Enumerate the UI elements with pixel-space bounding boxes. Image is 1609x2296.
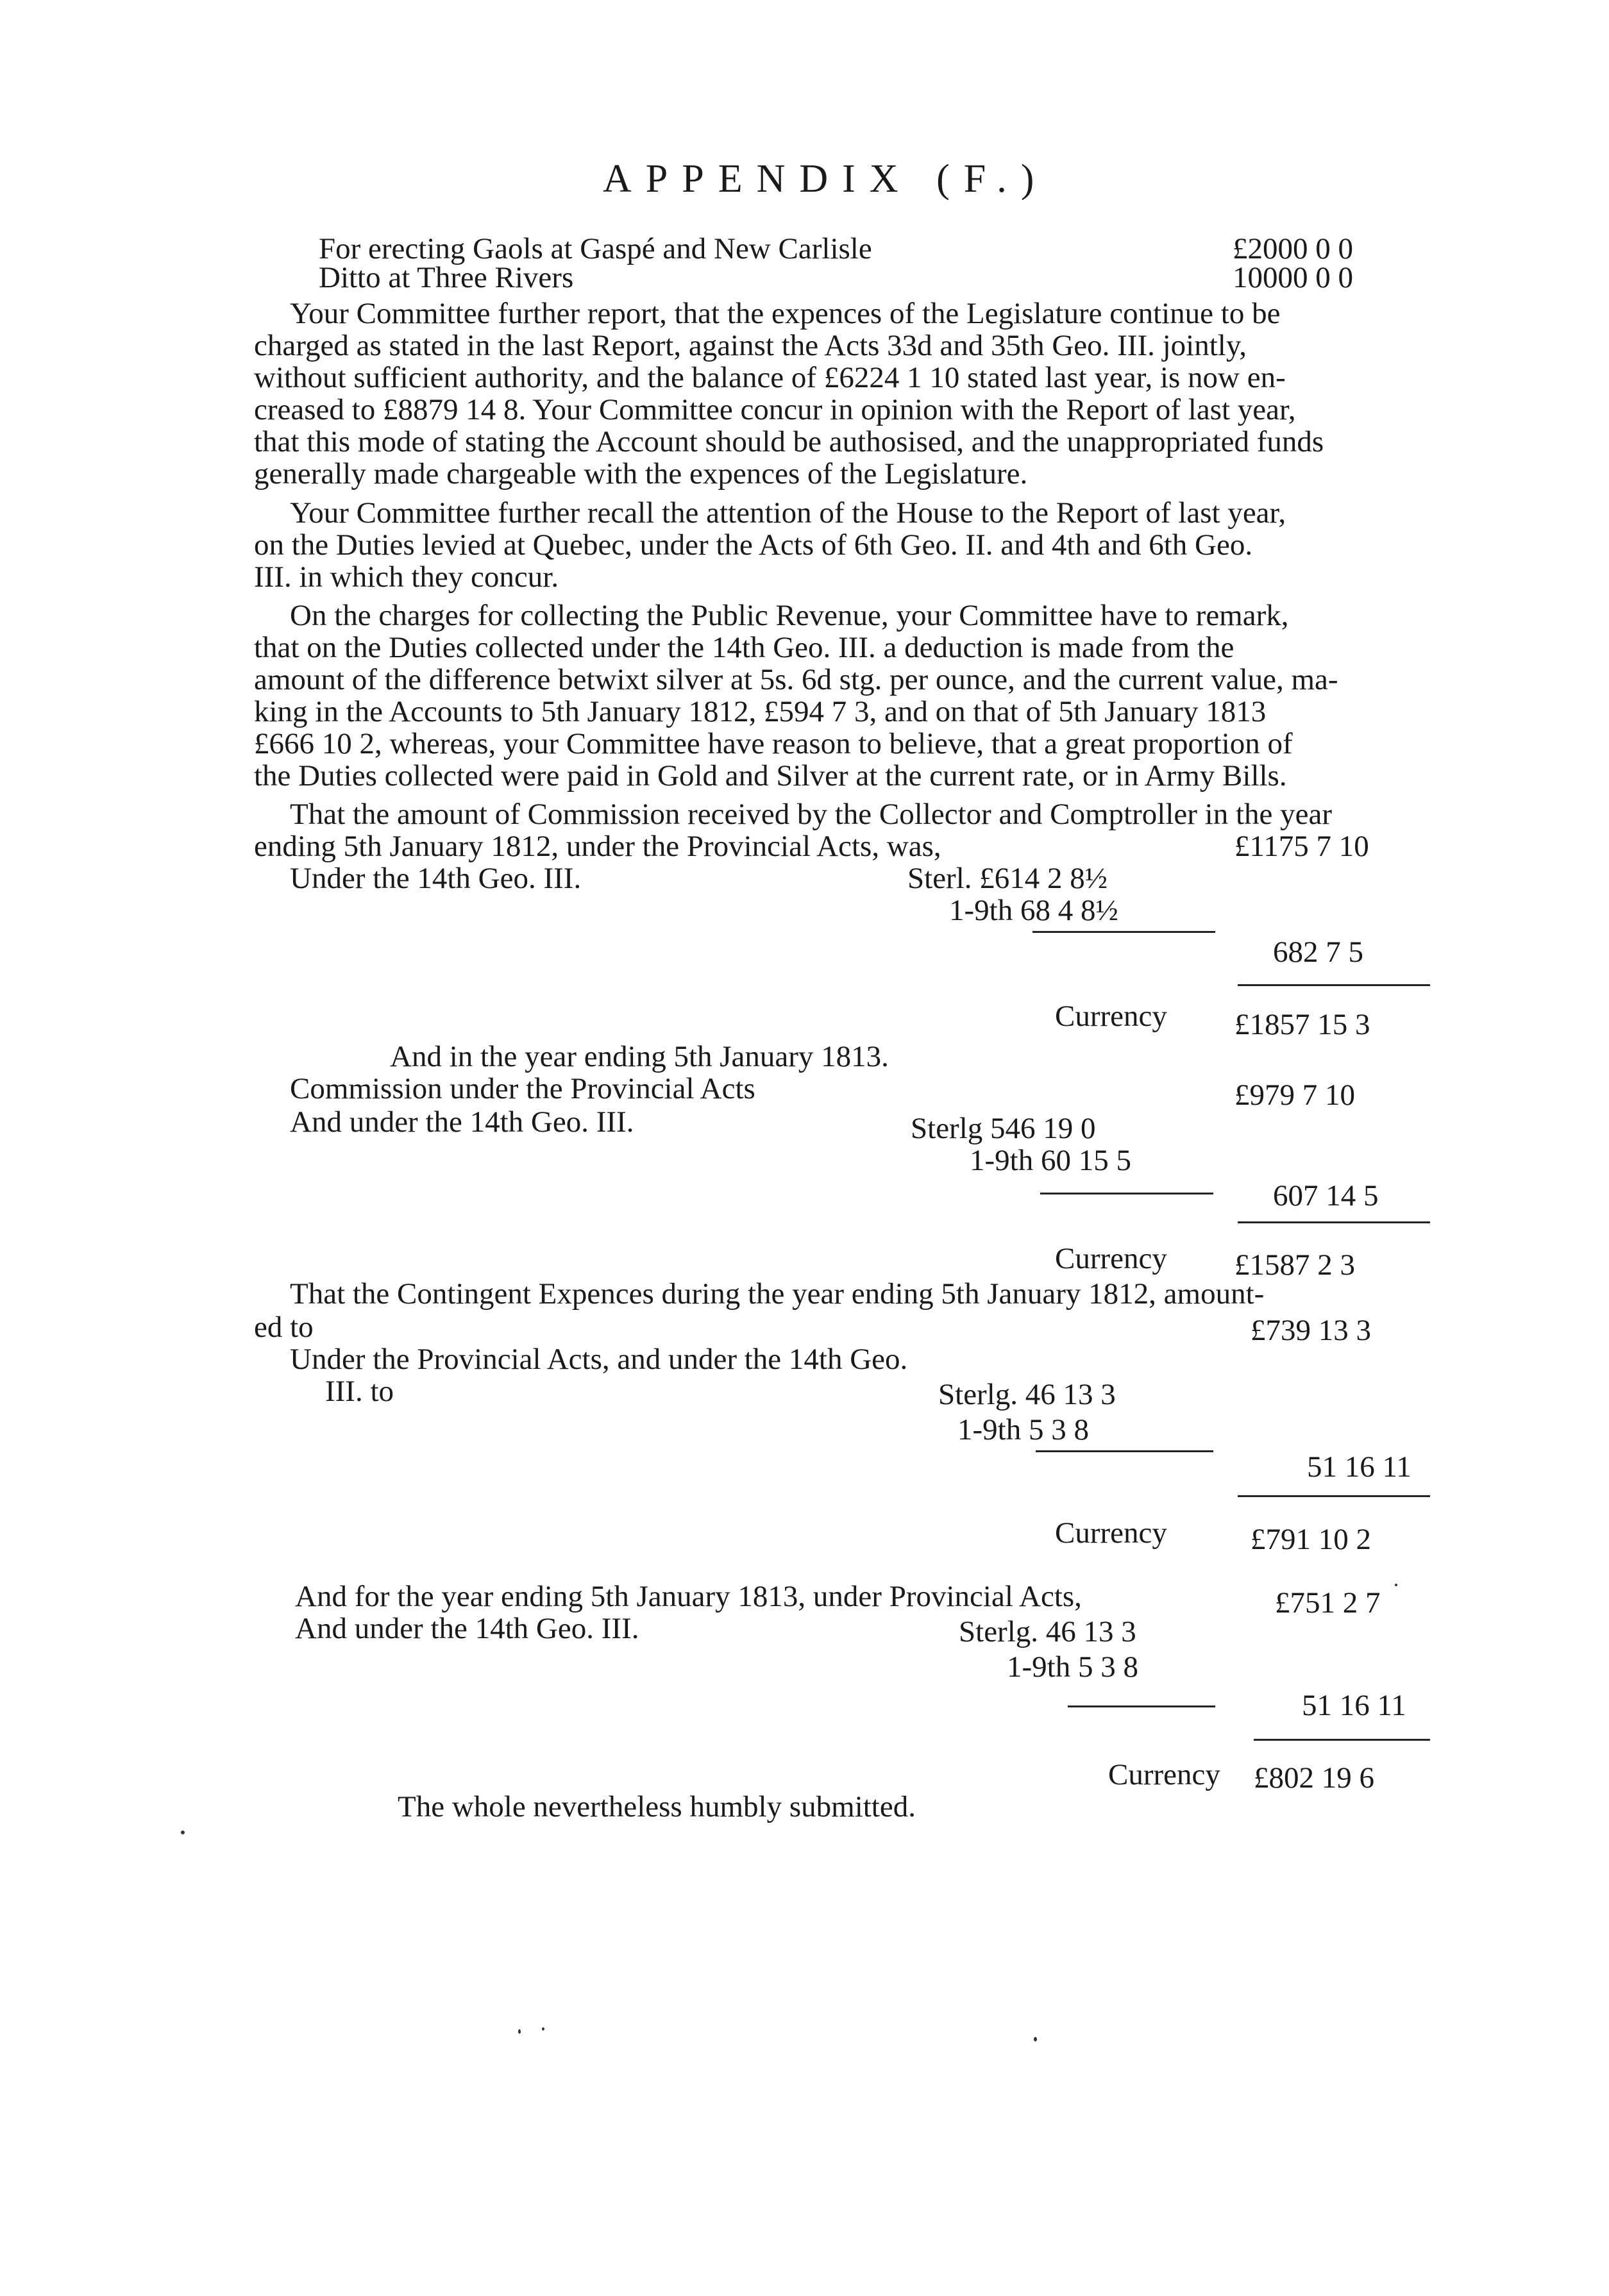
paragraph-line: ending 5th January 1812, under the Provincial Acts, was, bbox=[254, 830, 941, 863]
section-heading-1813: And in the year ending 5th January 1813. bbox=[390, 1040, 889, 1073]
sterling-amount: Sterl. £614 2 8½ bbox=[907, 862, 1108, 895]
page-title: APPENDIX (F.) bbox=[603, 157, 1049, 201]
paragraph-line: That the Contingent Expences during the year ending 5th January 1812, amount- bbox=[290, 1277, 1265, 1311]
currency-label: Currency bbox=[1055, 1242, 1167, 1275]
subtotal-amount: 51 16 11 bbox=[1302, 1689, 1406, 1722]
total-rule bbox=[1254, 1739, 1430, 1741]
account-line-label: Commission under the Provincial Acts bbox=[290, 1072, 755, 1105]
currency-total: £1857 15 3 bbox=[1234, 1008, 1370, 1041]
currency-total: £1587 2 3 bbox=[1234, 1248, 1355, 1282]
total-rule bbox=[1238, 1221, 1430, 1223]
item-three-rivers: Ditto at Three Rivers bbox=[319, 261, 574, 294]
subtotal-rule bbox=[1036, 1450, 1213, 1452]
commission-1812-provincial-amount: £1175 7 10 bbox=[1234, 830, 1369, 863]
account-line-label: And under the 14th Geo. III. bbox=[290, 1105, 634, 1139]
total-rule bbox=[1238, 1495, 1430, 1497]
scan-speck bbox=[542, 2027, 544, 2031]
paragraph-line: king in the Accounts to 5th January 1812, £594 7 3, and on that of 5th January 1813 bbox=[254, 695, 1267, 728]
subtotal-amount: 682 7 5 bbox=[1273, 935, 1363, 969]
paragraph-line: ed to bbox=[254, 1311, 314, 1344]
subtotal-rule bbox=[1040, 1193, 1213, 1194]
one-ninth-amount: 1-9th 68 4 8½ bbox=[949, 894, 1118, 927]
paragraph-line: generally made chargeable with the expences of the Legislature. bbox=[254, 457, 1028, 490]
paragraph-line: That the amount of Commission received by the Collector and Comptroller in the year bbox=[290, 798, 1333, 831]
currency-total: £791 10 2 bbox=[1251, 1523, 1371, 1556]
subtotal-rule bbox=[1032, 931, 1215, 933]
paragraph-line: the Duties collected were paid in Gold and Silver at the current rate, or in Army Bills. bbox=[254, 759, 1287, 792]
paragraph-line: that this mode of stating the Account should be authosised, and the unappropriated funds bbox=[254, 425, 1324, 458]
one-ninth-amount: 1-9th 5 3 8 bbox=[1007, 1650, 1138, 1684]
paragraph-line: creased to £8879 14 8. Your Committee concur in opinion with the Report of last year, bbox=[254, 393, 1296, 426]
paragraph-line: charged as stated in the last Report, against the Acts 33d and 35th Geo. III. jointly, bbox=[254, 329, 1247, 362]
currency-total: £802 19 6 bbox=[1254, 1761, 1374, 1795]
paragraph-line: Your Committee further recall the attention of the House to the Report of last year, bbox=[290, 496, 1286, 530]
paragraph-line: Your Committee further report, that the expences of the Legislature continue to be bbox=[290, 297, 1281, 330]
one-ninth-amount: 1-9th 5 3 8 bbox=[957, 1413, 1089, 1446]
account-line-label: Under the Provincial Acts, and under the 14th Geo. bbox=[290, 1343, 908, 1376]
subtotal-amount: 51 16 11 bbox=[1307, 1450, 1411, 1484]
paragraph-line: on the Duties levied at Quebec, under the Acts of 6th Geo. II. and 4th and 6th Geo. bbox=[254, 528, 1253, 562]
subtotal-rule bbox=[1068, 1705, 1215, 1707]
sterling-amount: Sterlg 546 19 0 bbox=[911, 1112, 1096, 1145]
currency-label: Currency bbox=[1108, 1758, 1220, 1791]
paragraph-line: that on the Duties collected under the 14th Geo. III. a deduction is made from the bbox=[254, 631, 1234, 664]
currency-label: Currency bbox=[1055, 1516, 1167, 1550]
sterling-amount: Sterlg. 46 13 3 bbox=[938, 1378, 1116, 1411]
paragraph-line: amount of the difference betwixt silver at 5s. 6d stg. per ounce, and the current value, ma- bbox=[254, 663, 1338, 696]
paragraph-line: £666 10 2, whereas, your Committee have reason to believe, that a great proportion of bbox=[254, 727, 1293, 760]
scan-speck bbox=[181, 1831, 185, 1834]
account-line-label: And under the 14th Geo. III. bbox=[295, 1612, 639, 1645]
total-rule bbox=[1238, 984, 1430, 986]
paragraph-line: III. in which they concur. bbox=[254, 560, 559, 594]
scan-speck bbox=[1395, 1584, 1397, 1586]
paragraph-line: And for the year ending 5th January 1813, under Provincial Acts, bbox=[295, 1580, 1082, 1613]
one-ninth-amount: 1-9th 60 15 5 bbox=[970, 1144, 1131, 1177]
subtotal-amount: 607 14 5 bbox=[1273, 1179, 1379, 1212]
item-gaols-gaspe-amount: £2000 0 0 bbox=[1233, 232, 1353, 265]
item-gaols-gaspe: For erecting Gaols at Gaspé and New Carlisle bbox=[319, 232, 872, 265]
paragraph-line: On the charges for collecting the Public Revenue, your Committee have to remark, bbox=[290, 599, 1289, 632]
closing-line: The whole nevertheless humbly submitted. bbox=[398, 1790, 916, 1823]
contingent-1813-amount: £751 2 7 bbox=[1275, 1586, 1381, 1620]
paragraph-line: without sufficient authority, and the balance of £6224 1 10 stated last year, is now en- bbox=[254, 361, 1286, 394]
commission-1813-provincial-amount: £979 7 10 bbox=[1234, 1078, 1355, 1112]
item-three-rivers-amount: 10000 0 0 bbox=[1233, 261, 1353, 294]
contingent-1812-amount: £739 13 3 bbox=[1251, 1314, 1371, 1347]
scan-speck bbox=[1034, 2037, 1037, 2041]
account-line-label: Under the 14th Geo. III. bbox=[290, 862, 582, 895]
account-line-label: III. to bbox=[325, 1375, 394, 1408]
sterling-amount: Sterlg. 46 13 3 bbox=[959, 1615, 1136, 1648]
scan-speck bbox=[518, 2029, 521, 2034]
currency-label: Currency bbox=[1055, 1000, 1167, 1033]
